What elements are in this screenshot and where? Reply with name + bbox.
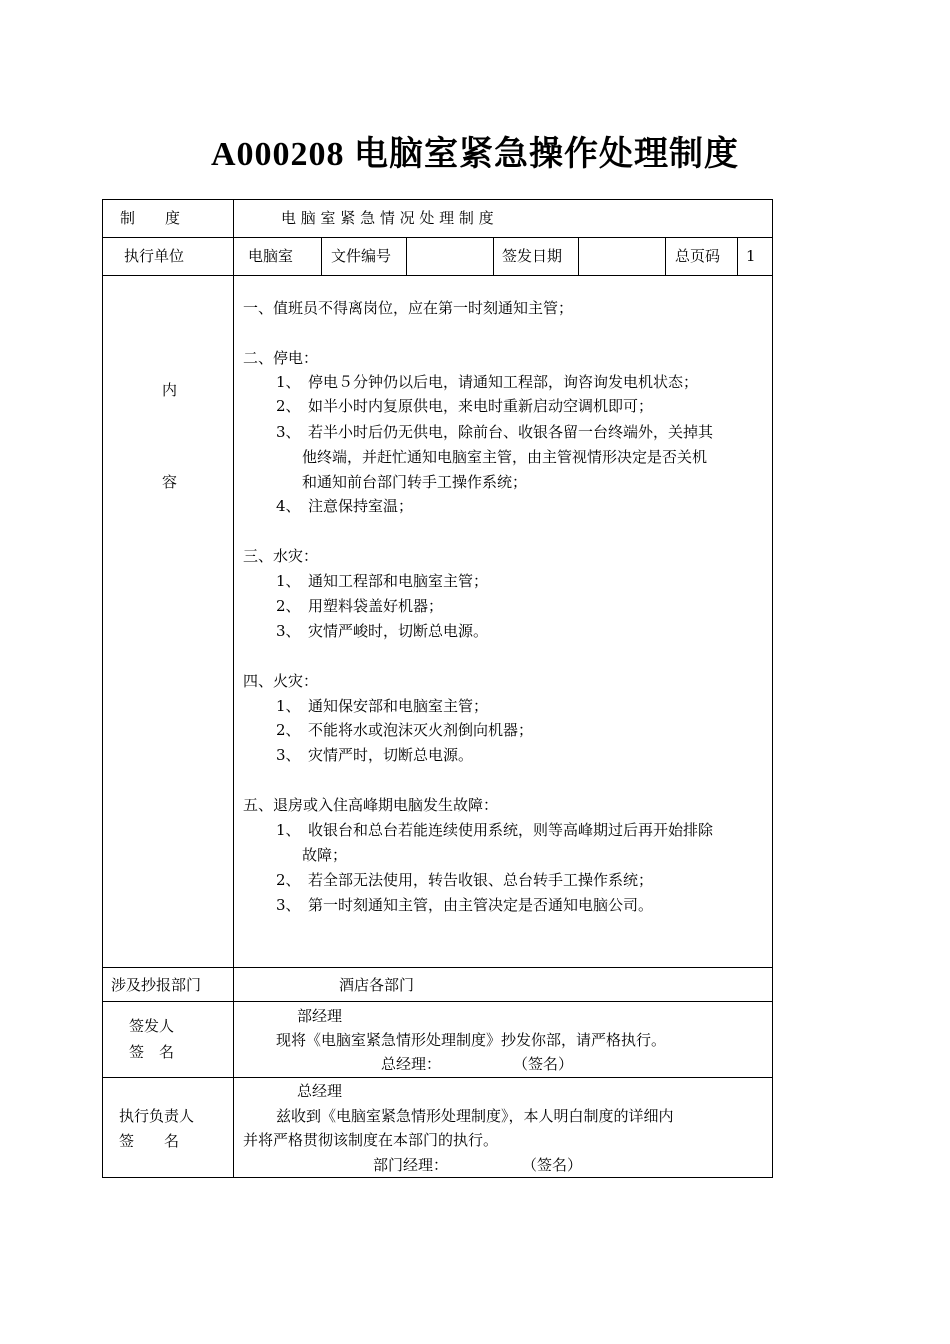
table-border-cc xyxy=(102,1001,773,1002)
table-border-row2 xyxy=(102,275,773,276)
issuer-sign-hint: （签名） xyxy=(513,1055,574,1073)
doc-no-label: 文件编号 xyxy=(331,247,392,265)
content-section-heading: 四、火灾： xyxy=(243,672,319,690)
issue-date-label: 签发日期 xyxy=(502,247,563,265)
content-line: 1、 收银台和总台若能连续使用系统，则等高峰期过后再开始排除 xyxy=(276,821,714,839)
table-border-row2-col3 xyxy=(406,237,407,275)
executor-sign-label: 签 名 xyxy=(119,1132,180,1150)
executor-sign-title: 部门经理： xyxy=(373,1156,449,1174)
content-line: 3、 灾情严峻时，切断总电源。 xyxy=(276,622,489,640)
table-border-row2-col4 xyxy=(493,237,494,275)
content-section-heading: 五、退房或入住高峰期电脑发生故障： xyxy=(243,796,499,814)
content-section-heading: 二、停电： xyxy=(243,349,319,367)
issuer-label: 签发人 xyxy=(129,1017,175,1035)
content-line: 3、 第一时刻通知主管，由主管决定是否通知电脑公司。 xyxy=(276,896,654,914)
content-line: 1、 通知保安部和电脑室主管； xyxy=(276,697,489,715)
page-count-value: 1 xyxy=(746,247,756,265)
table-border-row2-col5 xyxy=(578,237,579,275)
content-line: 2、 如半小时内复原供电，来电时重新启动空调机即可； xyxy=(276,397,654,415)
policy-label: 制 度 xyxy=(120,209,181,227)
issuer-addressee: 部经理 xyxy=(297,1007,343,1025)
content-line-continued: 和通知前台部门转手工操作系统； xyxy=(302,473,528,491)
page-count-label: 总页码 xyxy=(675,247,721,265)
issuer-sign-label: 签 名 xyxy=(129,1043,175,1061)
table-border-row1 xyxy=(102,237,773,238)
table-border-content xyxy=(102,967,773,968)
content-line-continued: 他终端，并赶忙通知电脑室主管，由主管视情形决定是否关机 xyxy=(302,448,708,466)
table-border-label-col xyxy=(233,199,234,1178)
content-line: 4、 注意保持室温； xyxy=(276,497,414,515)
executor-body-line2: 并将严格贯彻该制度在本部门的执行。 xyxy=(243,1131,499,1149)
content-line: 3、 若半小时后仍无供电，除前台、收银各留一台终端外，关掉其 xyxy=(276,423,714,441)
executor-label: 执行负责人 xyxy=(119,1107,195,1125)
table-border-row2-col6 xyxy=(665,237,666,275)
unit-label: 执行单位 xyxy=(124,247,185,265)
content-line: 一、值班员不得离岗位，应在第一时刻通知主管； xyxy=(243,299,574,317)
table-border-left xyxy=(102,199,103,1178)
table-border-row2-col7 xyxy=(737,237,738,275)
policy-name: 电 脑 室 紧 急 情 况 处 理 制 度 xyxy=(281,209,494,227)
content-label-bottom: 容 xyxy=(162,473,178,491)
issuer-body: 现将《电脑室紧急情形处理制度》抄发你部，请严格执行。 xyxy=(276,1031,667,1049)
document-title: A000208 电脑室紧急操作处理制度 xyxy=(210,136,740,173)
unit-value: 电脑室 xyxy=(248,247,294,265)
content-line: 2、 不能将水或泡沫灭火剂倒向机器； xyxy=(276,721,534,739)
cc-value: 酒店各部门 xyxy=(339,976,415,994)
content-line-continued: 故障； xyxy=(302,846,348,864)
executor-body-line1: 兹收到《电脑室紧急情形处理制度》，本人明白制度的详细内 xyxy=(276,1107,674,1125)
table-border-top xyxy=(102,199,773,200)
cc-label: 涉及抄报部门 xyxy=(111,976,202,994)
table-border-row2-col2 xyxy=(321,237,322,275)
issuer-sign-title: 总经理： xyxy=(381,1055,442,1073)
content-line: 1、 通知工程部和电脑室主管； xyxy=(276,572,489,590)
content-line: 3、 灾情严时，切断总电源。 xyxy=(276,746,474,764)
table-border-right xyxy=(772,199,773,1178)
executor-sign-hint: （签名） xyxy=(522,1156,583,1174)
content-line: 2、 用塑料袋盖好机器； xyxy=(276,597,444,615)
executor-addressee: 总经理 xyxy=(297,1082,343,1100)
content-line: 1、 停电５分钟仍以后电，请通知工程部，询咨询发电机状态； xyxy=(276,373,699,391)
table-border-issuer xyxy=(102,1077,773,1078)
content-line: 2、 若全部无法使用，转告收银、总台转手工操作系统； xyxy=(276,871,654,889)
content-label-top: 内 xyxy=(162,381,178,399)
content-section-heading: 三、水灾： xyxy=(243,547,319,565)
